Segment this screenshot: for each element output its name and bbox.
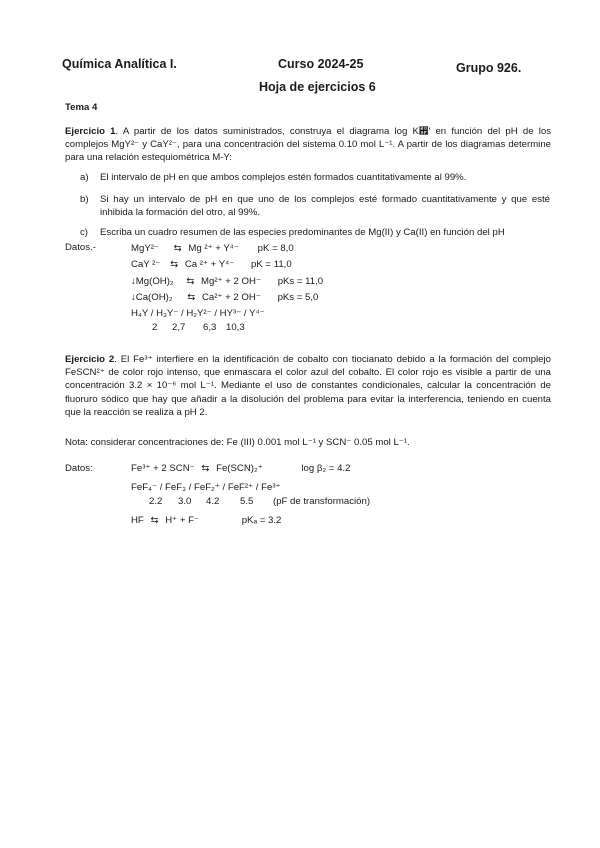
exercise-2-statement xyxy=(65,353,551,419)
reaction-row xyxy=(131,291,318,304)
course-year: Curso 2024-25 xyxy=(278,57,364,71)
reaction-lhs: CaY ²⁻ xyxy=(131,259,161,270)
reaction-lhs: MgY²⁻ xyxy=(131,243,159,254)
reaction-constant: log β₂ = 4.2 xyxy=(301,463,351,474)
item-b-marker: b) xyxy=(80,194,89,205)
edta-pka: 2,7 xyxy=(172,322,186,333)
fluoride-pf: 2.2 xyxy=(149,496,163,507)
reaction-lhs: Fe³⁺ + 2 SCN⁻ xyxy=(131,463,195,474)
reaction-rhs: Mg²⁺ + 2 OH⁻ xyxy=(201,276,262,287)
equilibrium-arrow-icon: ⇆ xyxy=(201,463,210,474)
edta-pka: 6,3 xyxy=(203,322,217,333)
exercise-2-text: . El Fe³⁺ interfiere en la identificación de cobalto con tiocianato debido a la formación del complejo FeSCN²⁺ de color rojo intenso, que enmascara el color azul del cobalto. El color rojo es visible a partir de una concentración 3.2 × 10⁻⁶ mol L⁻¹. Mediante el uso de constantes condicionales, calcular la concentración de fluoruro sódico que hay que añadir a la disolución del problema para evitar la interferencia, teniendo en cuenta que la reacción se realiza a pH 2. xyxy=(65,354,551,418)
reaction-constant: pKₐ = 3.2 xyxy=(241,515,282,526)
item-c-text: Escriba un cuadro resumen de las especies predominantes de Mg(II) y Ca(II) en función del pH xyxy=(100,227,505,238)
fluoride-pf: 5.5 xyxy=(240,496,254,507)
reaction-row xyxy=(131,514,281,527)
reaction-row xyxy=(131,275,323,288)
equilibrium-arrow-icon: ⇆ xyxy=(187,292,196,303)
exercise-1-label: Ejercicio 1 xyxy=(65,126,116,137)
reaction-rhs: Ca²⁺ + 2 OH⁻ xyxy=(201,292,261,303)
sheet-title: Hoja de ejercicios 6 xyxy=(259,80,376,94)
reaction-rhs: Mg ²⁺ + Y⁴⁻ xyxy=(188,243,239,254)
fluoride-species: FeF₄⁻ / FeF₃ / FeF₂⁺ / FeF²⁺ / Fe³⁺ xyxy=(131,482,281,493)
reaction-rhs: H⁺ + F⁻ xyxy=(165,515,200,526)
reaction-constant: pK = 8,0 xyxy=(257,243,294,254)
pf-note: (pF de transformación) xyxy=(273,496,371,507)
topic-label: Tema 4 xyxy=(65,102,98,113)
course-name: Química Analítica I. xyxy=(62,57,177,71)
exercise-2-note: Nota: considerar concentraciones de: Fe (III) 0.001 mol L⁻¹ y SCN⁻ 0.05 mol L⁻¹. xyxy=(65,437,410,448)
reaction-constant: pK = 11,0 xyxy=(251,259,292,270)
reaction-row xyxy=(131,242,294,255)
edta-species: H₄Y / H₃Y⁻ / H₂Y²⁻ / HY³⁻ / Y⁴⁻ xyxy=(131,308,265,319)
edta-pka: 2 xyxy=(152,322,158,333)
equilibrium-arrow-icon: ⇆ xyxy=(186,276,195,287)
item-b-text: Si hay un intervalo de pH en que uno de los complejos esté formado cuantitativamente y que esté inhibida la formación del otro, al 99%. xyxy=(100,194,550,219)
reaction-lhs: ↓Mg(OH)₂ xyxy=(131,276,174,287)
equilibrium-arrow-icon: ⇆ xyxy=(173,243,182,254)
exercise-2-data-label: Datos: xyxy=(65,463,93,474)
exercise-1-text: . A partir de los datos suministrados, construya el diagrama log K₟' en función del pH de los complejos MgY²⁻ y CaY²⁻, para una concentración del sistema 0.10 mol L⁻¹. A partir de los diagramas determine para una relación estequiométrica M-Y: xyxy=(65,126,551,164)
reaction-constant: pKs = 11,0 xyxy=(277,276,324,287)
item-a-marker: a) xyxy=(80,172,89,183)
reaction-row xyxy=(131,258,292,271)
reaction-rhs: Ca ²⁺ + Y⁴⁻ xyxy=(184,259,235,270)
reaction-rhs: Fe(SCN)₂⁺ xyxy=(216,463,263,474)
fluoride-pf: 4.2 xyxy=(206,496,220,507)
exercise-2-label: Ejercicio 2 xyxy=(65,354,115,365)
reaction-constant: pKs = 5,0 xyxy=(277,292,319,303)
exercise-1-data-label: Datos.- xyxy=(65,242,96,253)
fluoride-pf: 3.0 xyxy=(178,496,192,507)
reaction-lhs: HF xyxy=(131,515,144,526)
exercise-1-statement xyxy=(65,125,551,165)
equilibrium-arrow-icon: ⇆ xyxy=(170,259,179,270)
reaction-row xyxy=(131,462,350,475)
item-c-marker: c) xyxy=(80,227,88,238)
reaction-lhs: ↓Ca(OH)₂ xyxy=(131,292,173,303)
item-a-text: El intervalo de pH en que ambos complejos estén formados cuantitativamente al 99%. xyxy=(100,172,467,183)
equilibrium-arrow-icon: ⇆ xyxy=(150,515,159,526)
group-number: Grupo 926. xyxy=(456,61,522,75)
edta-pka: 10,3 xyxy=(226,322,245,333)
